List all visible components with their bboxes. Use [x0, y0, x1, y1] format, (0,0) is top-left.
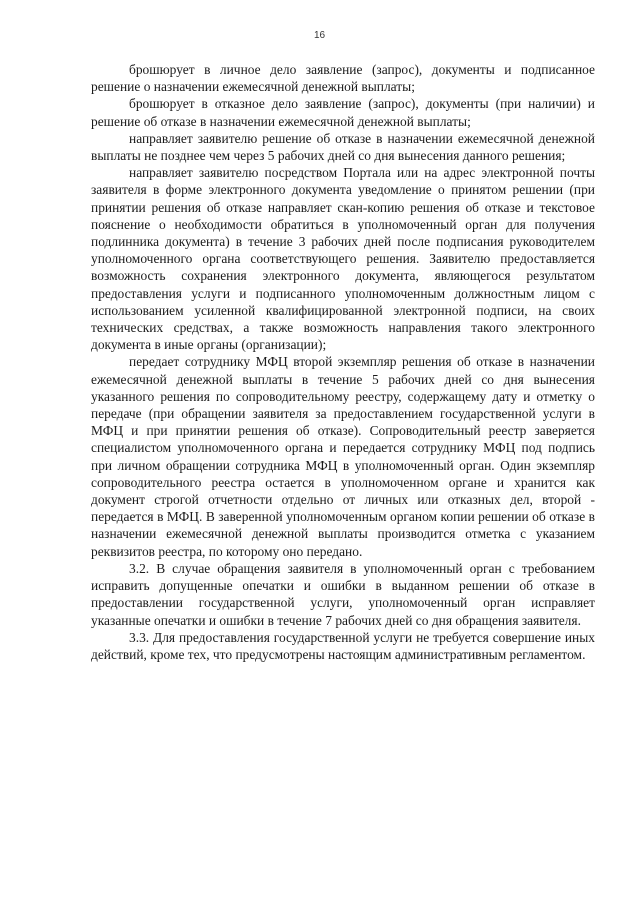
paragraph-send-refusal-decision: направляет заявителю решение об отказе в назначении ежемесячной денежной выплаты не позднее чем через 5 рабочих дней со дня вынесения данного решения; [91, 130, 595, 164]
document-body [91, 61, 595, 663]
paragraph-electronic-notification: направляет заявителю посредством Портала или на адрес электронной почты заявителя в форме электронного документа уведомление о принятом решении (при принятии решения об отказе направляет скан-копию решения об отказе и текстовое пояснение о необходимости обратиться в уполномоченный орган для получения подлинника документа) в течение 3 рабочих дней после подписания руководителем уполномоченного органа соответствующего решения. Заявителю предоставляется возможность сохранения электронного документа, являющегося результатом предоставления услуги и подписанного уполномоченным должностным лицом с использованием усиленной квалифицированной электронной подписи, на своих технических средствах, а также возможность направления такого электронного документа в иные органы (организации); [91, 165, 595, 353]
paragraph-bind-refusal-file: брошюрует в отказное дело заявление (запрос), документы (при наличии) и решение об отказе в назначении ежемесячной денежной выплаты; [91, 96, 595, 129]
paragraph-section-3-2: 3.2. В случае обращения заявителя в уполномоченный орган с требованием исправить допущенные опечатки и ошибки в выданном решении об отказе в предоставлении государственной услуги, уполномоченный орган исправляет указанные опечатки и ошибки в течение 7 рабочих дней со дня обращения заявителя. [91, 560, 595, 628]
paragraph-transfer-to-mfc: передает сотруднику МФЦ второй экземпляр решения об отказе в назначении ежемесячной денежной выплаты в течение 5 рабочих дней со дня вынесения указанного решения по сопроводительному реестру, содержащему дату и отметку о передаче (при обращении заявителя за предоставлением государственной услуги в МФЦ и при принятии решения об отказе). Сопроводительный реестр заверяется специалистом уполномоченного органа и передается сотруднику МФЦ под подпись при личном обращении сотрудника МФЦ в уполномоченный орган. Один экземпляр сопроводительного реестра остается в уполномоченном органе и хранится как документ строгой отчетности отдельно от личных или отказных дел, второй - передается в МФЦ. В заверенной уполномоченным органом копии решении об отказе в назначении ежемесячной денежной выплаты производится отметка с указанием реквизитов реестра, по которому оно передано. [91, 354, 595, 559]
paragraph-bind-personal-file: брошюрует в личное дело заявление (запрос), документы и подписанное решение о назначении ежемесячной денежной выплаты; [91, 62, 595, 95]
page-number: 16 [313, 30, 326, 41]
paragraph-section-3-3: 3.3. Для предоставления государственной услуги не требуется совершение иных действий, кроме тех, что предусмотрены настоящим административным регламентом. [91, 629, 595, 662]
